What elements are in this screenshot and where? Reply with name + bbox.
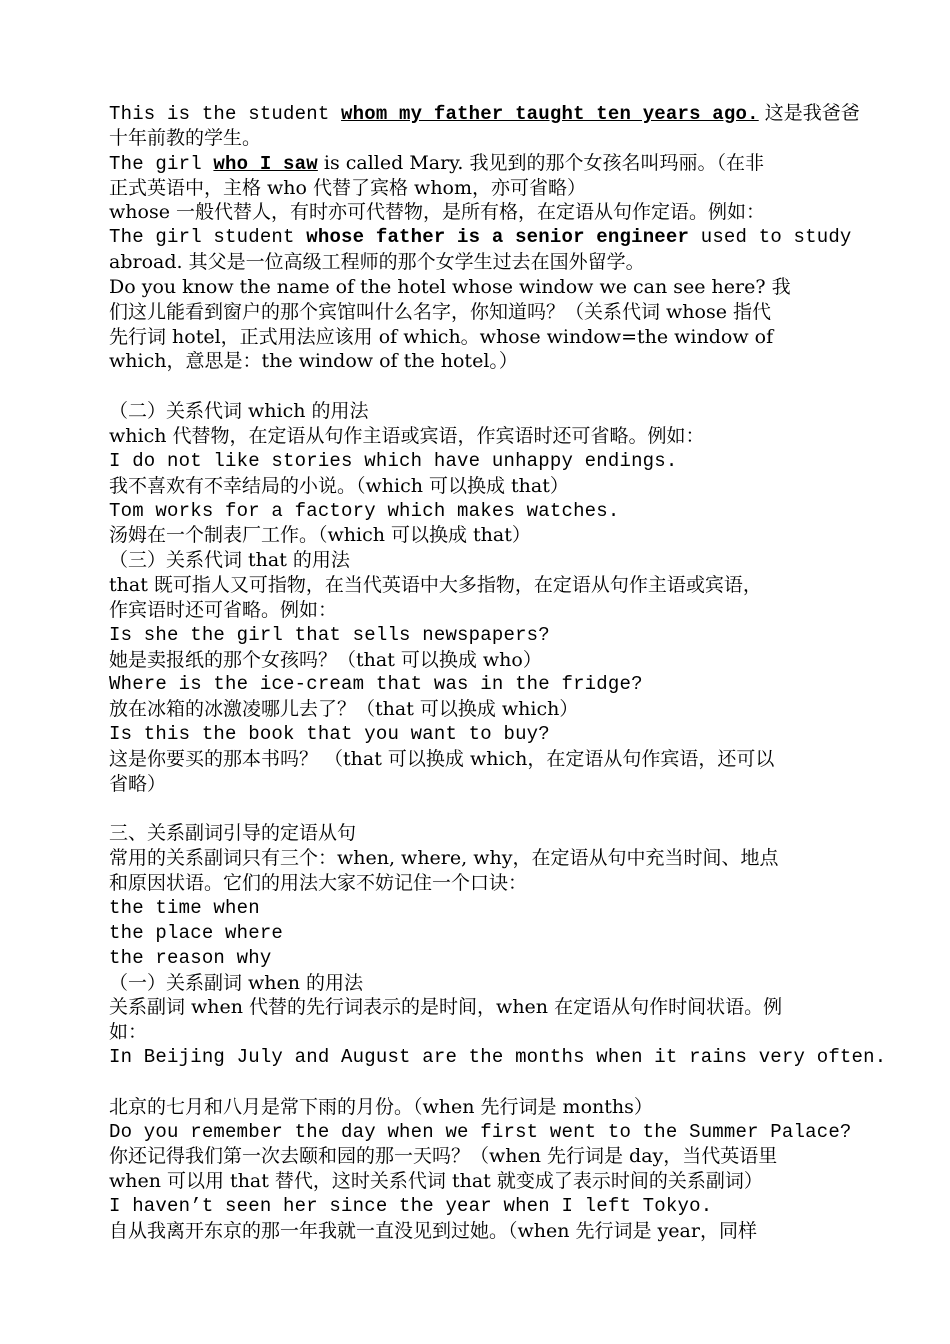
text-line: 这是你要买的那本书吗？ （that 可以换成 which，在定语从句作宾语，还可以 — [109, 747, 775, 770]
mnemonic-line: the time when — [109, 897, 260, 919]
text-line: whose 一般代替人，有时亦可代替物，是所有格，在定语从句作定语。例如： — [109, 201, 765, 224]
highlighted-clause: who I saw — [213, 152, 318, 175]
translation-text: is called Mary. 我见到的那个女孩名叫玛丽。（在非 — [317, 151, 764, 174]
translation-text: 这是我爸爸 — [758, 102, 860, 124]
text-line: 关系副词 when 代替的先行词表示的是时间，when 在定语从句作时间状语。例 — [109, 996, 783, 1019]
english-text: used to study — [689, 226, 852, 249]
example-sentence: In Beijing July and August are the months when it rains very often. — [109, 1046, 887, 1069]
example-sentence: Do you remember the day when we first went to the Summer Palace? — [109, 1120, 852, 1143]
blank-line — [109, 797, 869, 822]
english-text: The girl student — [109, 226, 307, 249]
text-line: 和原因状语。它们的用法大家不妨记住一个口诀： — [109, 872, 528, 895]
highlighted-clause: whom my father taught ten years ago. — [341, 103, 759, 125]
bold-clause: whose father is a senior engineer — [306, 226, 690, 249]
blank-line — [109, 1070, 869, 1095]
text-line: 放在冰箱的冰激凌哪儿去了？（that 可以换成 which） — [109, 698, 579, 721]
text-line — [109, 101, 869, 126]
text-line: 先行词 hotel，正式用法应该用 of which。whose window=the window of — [109, 325, 774, 348]
text-line: 她是卖报纸的那个女孩吗？（that 可以换成 who） — [109, 648, 542, 671]
section-heading: （一）关系副词 when 的用法 — [109, 971, 364, 994]
text-line — [109, 225, 869, 250]
section-heading: （二）关系代词 which 的用法 — [109, 400, 369, 423]
section-heading: 三、关系副词引导的定语从句 — [109, 822, 357, 845]
text-line — [109, 151, 869, 176]
text-line: 我不喜欢有不幸结局的小说。（which 可以换成 that） — [109, 474, 569, 497]
text-line: 常用的关系副词只有三个：when, where, why，在定语从句中充当时间、地点 — [109, 847, 779, 870]
example-sentence: Where is the ice-cream that was in the fridge? — [109, 673, 643, 696]
blank-line — [109, 374, 869, 399]
text-line: 如： — [109, 1021, 148, 1044]
document-body — [109, 101, 887, 1244]
text-line: 十年前教的学生。 — [109, 126, 262, 149]
text-line: 自从我离开东京的那一年我就一直没见到过她。（when 先行词是 year，同样 — [109, 1219, 757, 1242]
text-line: 省略） — [109, 772, 167, 795]
text-line: 你还记得我们第一次去颐和园的那一天吗？（when 先行词是 day，当代英语里 — [109, 1145, 778, 1168]
text-line: 们这儿能看到窗户的那个宾馆叫什么名字，你知道吗？（关系代词 whose 指代 — [109, 300, 772, 323]
text-line: 汤姆在一个制表厂工作。（which 可以换成 that） — [109, 524, 531, 547]
text-line: 北京的七月和八月是常下雨的月份。（when 先行词是 months） — [109, 1095, 653, 1118]
mnemonic-line: the place where — [109, 921, 284, 944]
example-sentence: I do not like stories which have unhappy endings. — [109, 449, 678, 472]
text-line: which，意思是：the window of the hotel。） — [109, 350, 518, 373]
text-line: that 既可指人又可指物，在当代英语中大多指物，在定语从句作主语或宾语， — [109, 574, 762, 597]
example-sentence: Tom works for a factory which makes watches. — [109, 499, 620, 522]
text-line: Do you know the name of the hotel whose window we can see here? 我 — [109, 275, 791, 298]
text-line: 作宾语时还可省略。例如： — [109, 598, 338, 621]
text-line: abroad. 其父是一位高级工程师的那个女学生过去在国外留学。 — [109, 251, 645, 274]
section-heading: （三）关系代词 that 的用法 — [109, 549, 350, 572]
english-text: This is the student — [109, 103, 342, 125]
example-sentence: I haven’t seen her since the year when I left Tokyo. — [109, 1195, 713, 1218]
example-sentence: Is this the book that you want to buy? — [109, 723, 550, 746]
text-line: 正式英语中，主格 who 代替了宾格 whom，亦可省略） — [109, 176, 587, 199]
text-line: which 代替物，在定语从句作主语或宾语，作宾语时还可省略。例如： — [109, 424, 705, 447]
example-sentence: Is she the girl that sells newspapers? — [109, 623, 550, 646]
mnemonic-line: the reason why — [109, 946, 272, 969]
text-line: when 可以用 that 替代，这时关系代词 that 就变成了表示时间的关系副词） — [109, 1170, 763, 1193]
english-text: The girl — [109, 152, 214, 175]
